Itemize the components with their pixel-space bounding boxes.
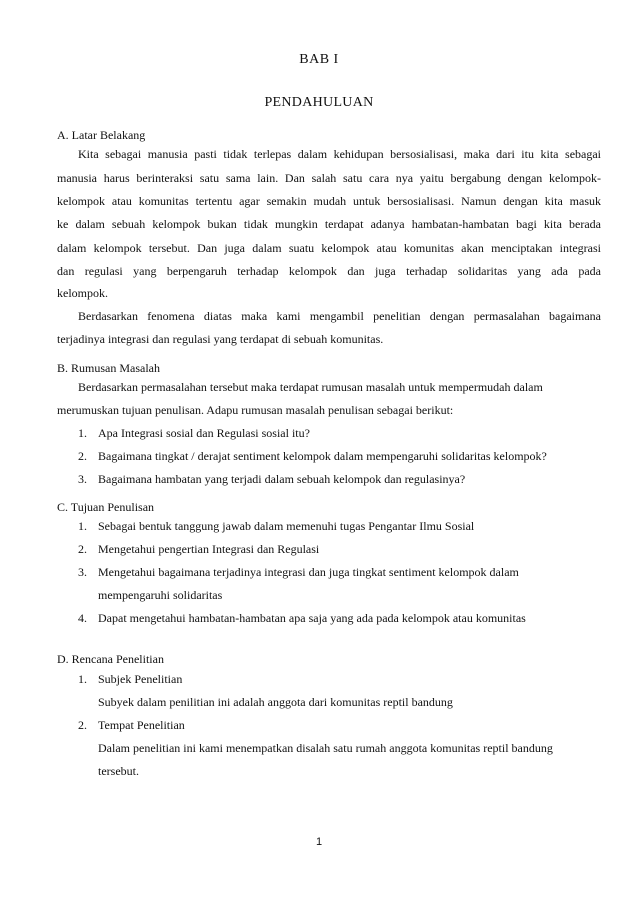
list-item-detail: Subyek dalam penilitian ini adalah anggota dari komunitas reptil bandung (98, 695, 453, 709)
list-number: 3. (78, 472, 87, 486)
list-number: 4. (78, 611, 87, 625)
list-item: Bagaimana tingkat / derajat sentiment kelompok dalam mempengaruhi solidaritas kelompok? (98, 449, 547, 463)
list-item: Mengetahui bagaimana terjadinya integrasi dan juga tingkat sentiment kelompok dalam (98, 565, 519, 579)
section-a-line: kelompok. (57, 286, 108, 300)
section-b-line: Berdasarkan permasalahan tersebut maka terdapat rumusan masalah untuk mempermudah dalam (78, 380, 543, 394)
page-number: 1 (315, 836, 323, 848)
list-item: Bagaimana hambatan yang terjadi dalam sebuah kelompok dan regulasinya? (98, 472, 466, 486)
section-b-heading: B. Rumusan Masalah (57, 361, 160, 375)
list-item: Sebagai bentuk tanggung jawab dalam memenuhi tugas Pengantar Ilmu Sosial (98, 519, 475, 533)
section-a-line: Kita sebagai manusia pasti tidak terlepas dalam kehidupan bersosialisasi, maka dari itu kita sebagai (78, 147, 601, 161)
list-number: 3. (78, 565, 87, 579)
section-c-heading: C. Tujuan Penulisan (57, 500, 155, 514)
list-item: Subjek Penelitian (98, 672, 183, 686)
list-number: 1. (78, 426, 87, 440)
chapter-title: PENDAHULUAN (264, 95, 374, 110)
chapter-label: BAB I (299, 52, 339, 67)
list-item: Dapat mengetahui hambatan-hambatan apa saja yang ada pada kelompok atau komunitas (98, 611, 526, 625)
section-d-heading: D. Rencana Penelitian (57, 652, 164, 666)
section-a-line: terjadinya integrasi dan regulasi yang terdapat di sebuah komunitas. (57, 332, 384, 346)
section-a-line: ke dalam sebuah kelompok bukan tidak mungkin terdapat adanya hambatan-hambatan bagi kita berada (57, 217, 601, 231)
list-item-detail: tersebut. (98, 764, 139, 778)
section-a-line: Berdasarkan fenomena diatas maka kami mengambil penelitian dengan permasalahan bagaimana (78, 309, 601, 323)
section-a-line: dan regulasi yang berpengaruh terhadap kelompok dan juga terhadap solidaritas yang ada pada (57, 264, 601, 278)
list-number: 2. (78, 718, 87, 732)
list-item: Apa Integrasi sosial dan Regulasi sosial itu? (98, 426, 310, 440)
list-item-continuation: mempengaruhi solidaritas (98, 588, 223, 602)
section-a-heading: A. Latar Belakang (57, 128, 146, 142)
section-b-line: merumuskan tujuan penulisan. Adapu rumusan masalah penulisan sebagai berikut: (57, 403, 454, 417)
list-number: 2. (78, 449, 87, 463)
section-a-line: manusia harus berinteraksi satu sama lain. Dan salah satu cara nya yaitu bergabung dengan kelompok- (57, 171, 601, 185)
list-item: Mengetahui pengertian Integrasi dan Regulasi (98, 542, 320, 556)
list-item-detail: Dalam penelitian ini kami menempatkan disalah satu rumah anggota komunitas reptil bandung (98, 741, 553, 755)
list-item: Tempat Penelitian (98, 718, 185, 732)
list-number: 1. (78, 519, 87, 533)
section-a-line: kelompok atau komunitas tertentu agar semakin mudah untuk bersosialisasi. Namun dengan kita masuk (57, 194, 601, 208)
list-number: 1. (78, 672, 87, 686)
list-number: 2. (78, 542, 87, 556)
section-a-line: dalam kelompok tersebut. Dan juga dalam suatu kelompok atau komunitas akan menciptakan integrasi (57, 241, 601, 255)
